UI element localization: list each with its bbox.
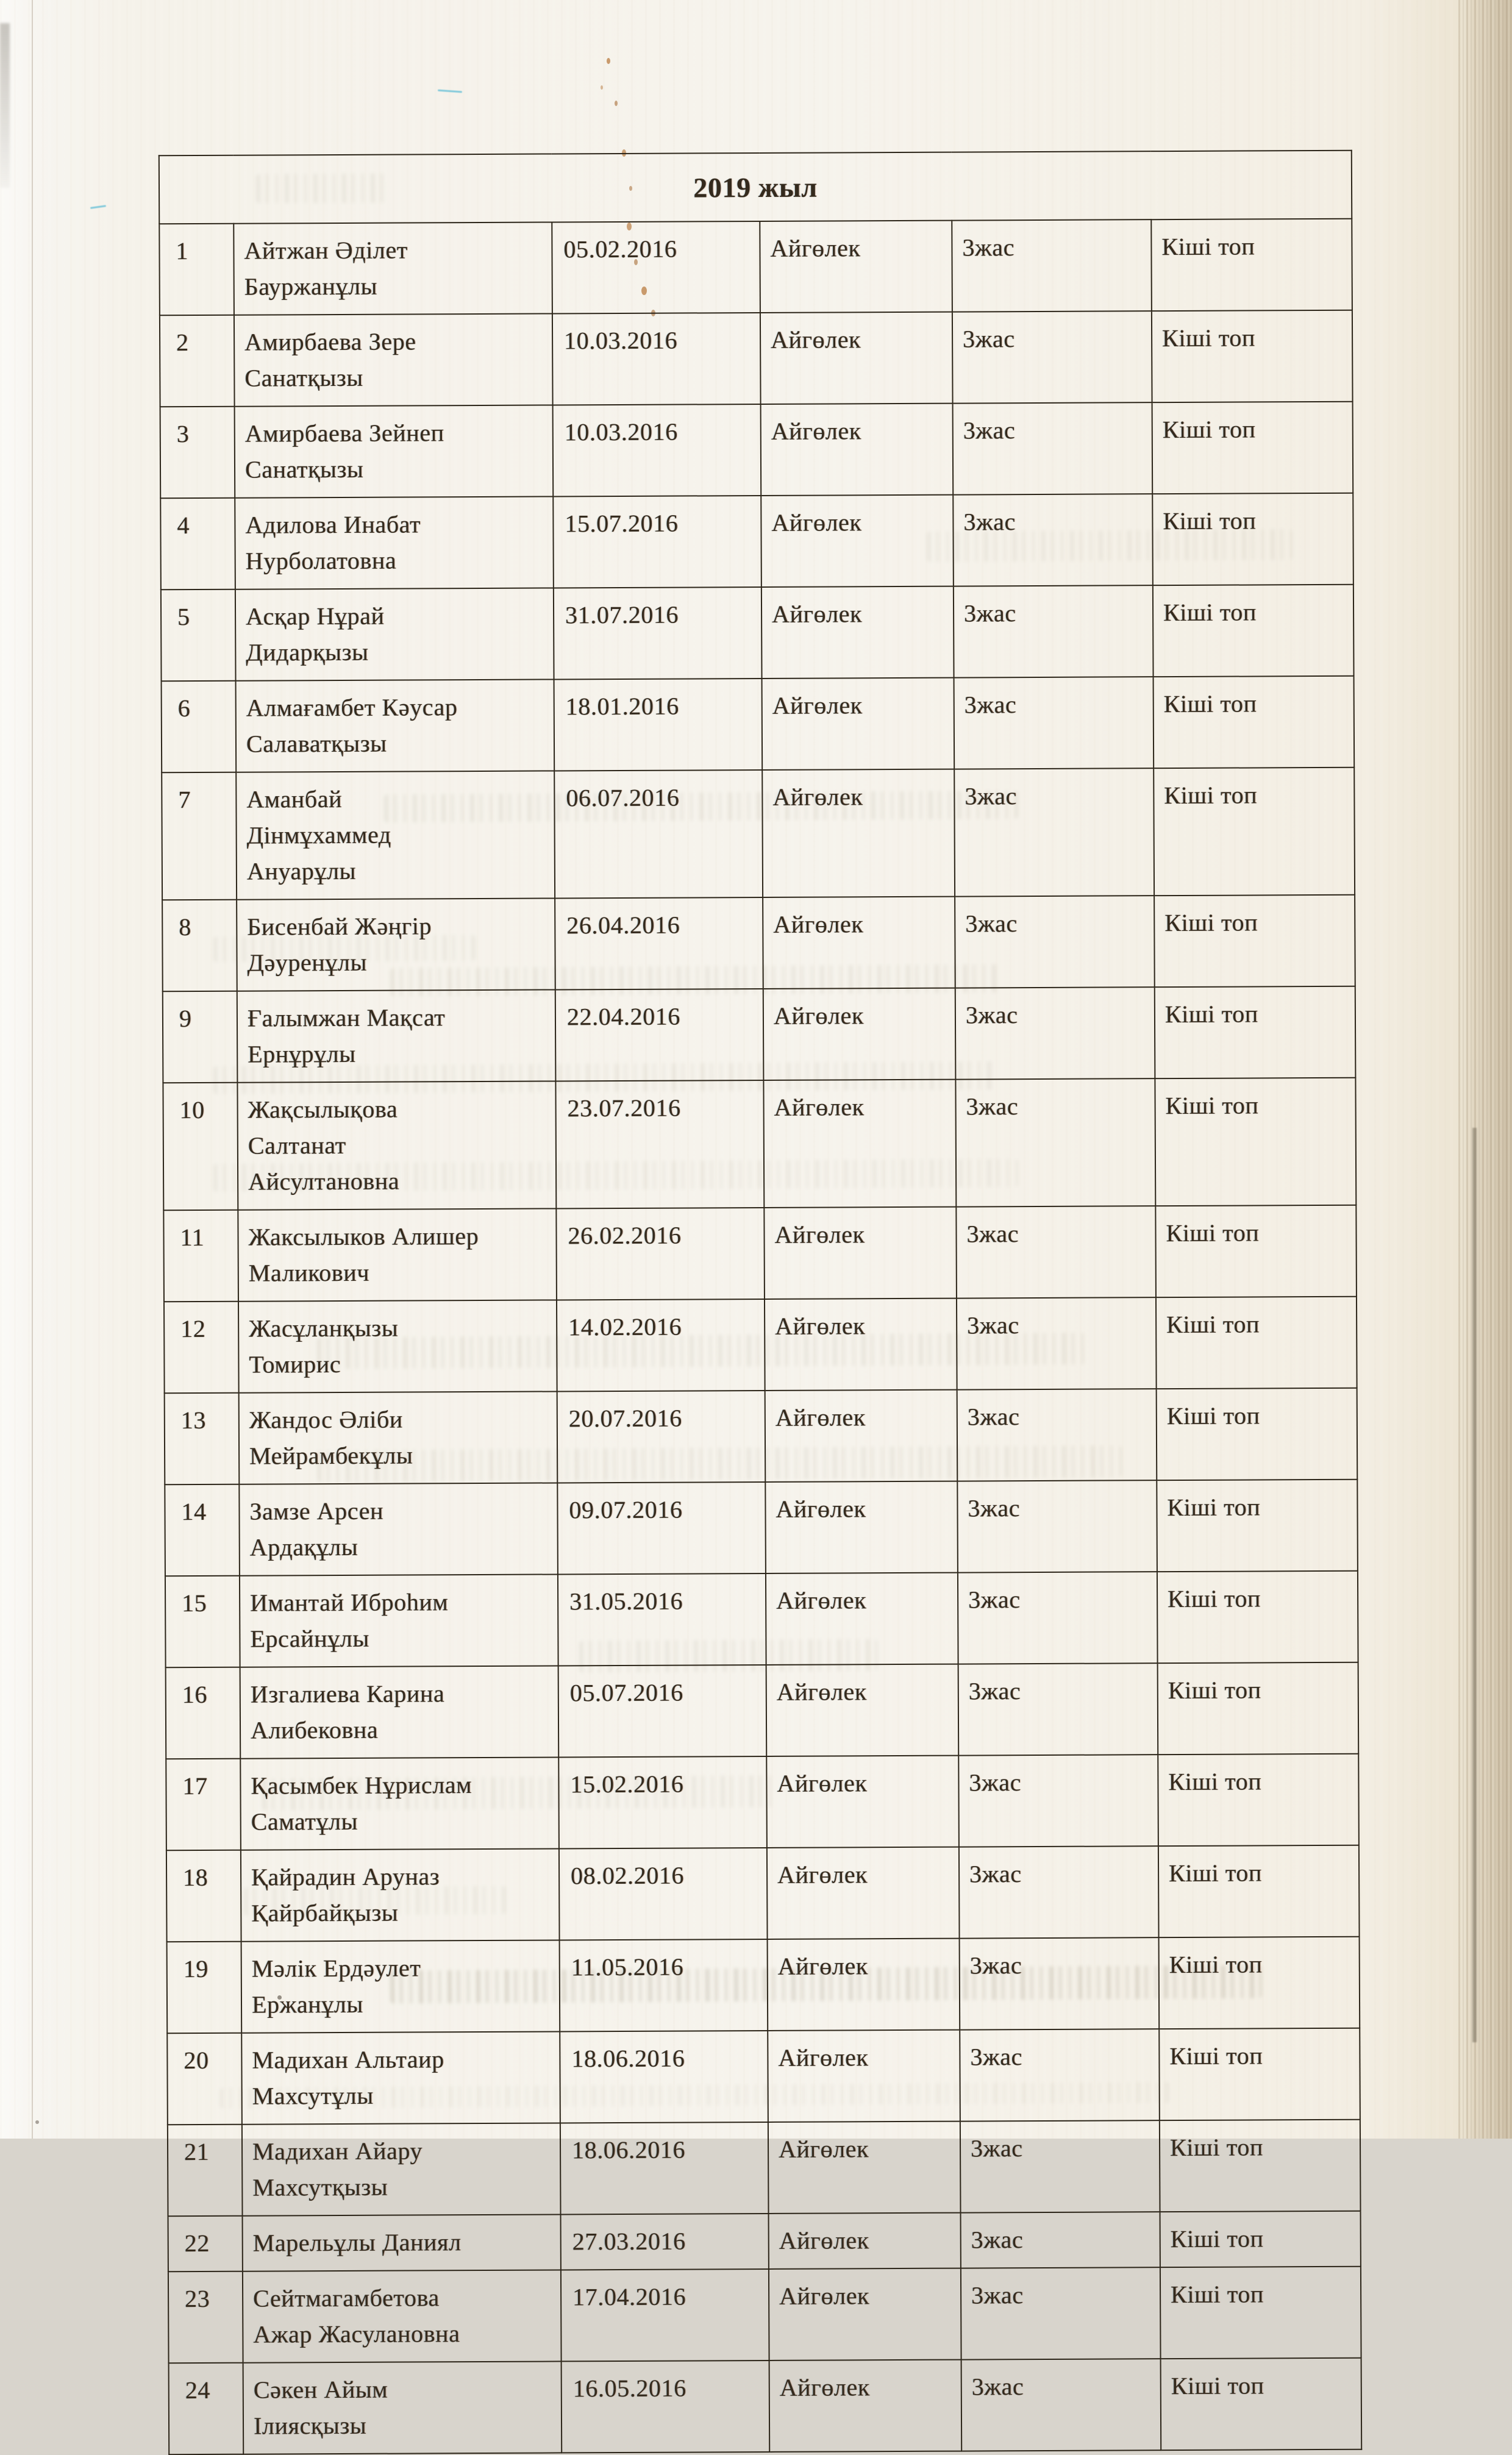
cell-birthdate: 10.03.2016 — [552, 313, 761, 405]
name-line: Ардақұлы — [249, 1533, 358, 1561]
cell-group: Айгөлек — [764, 1207, 957, 1299]
cell-age: 3жас — [954, 677, 1154, 769]
name-line: Марельұлы Даниял — [252, 2228, 462, 2257]
cell-age: 3жас — [960, 1937, 1160, 2029]
name-line: Махсутқызы — [252, 2173, 388, 2201]
cell-name — [238, 1208, 557, 1301]
name-line: Мадихан Айару — [252, 2137, 423, 2165]
cell-age: 3жас — [960, 2120, 1160, 2212]
table-row — [169, 2358, 1362, 2455]
cell-age: 3жас — [957, 1480, 1157, 1572]
cell-birthdate: 14.02.2016 — [557, 1299, 765, 1391]
name-line: Қайрадин Аруназ — [251, 1862, 440, 1891]
name-line: Айсултановна — [248, 1167, 400, 1195]
cell-group: Айгөлек — [760, 221, 952, 313]
cell-level: Кіші топ — [1157, 1480, 1358, 1572]
cell-group: Айгөлек — [760, 312, 953, 404]
cell-age: 3жас — [952, 311, 1152, 403]
name-line: Нурболатовна — [245, 546, 397, 575]
name-line: Алибековна — [250, 1716, 379, 1744]
cell-name — [235, 405, 554, 497]
cell-group: Айгөлек — [762, 769, 955, 897]
name-line: Ануарұлы — [246, 857, 357, 885]
name-line: Алмағамбет Кәусар — [246, 693, 458, 722]
table-row — [163, 1078, 1356, 1211]
name-line: Мейрамбекұлы — [249, 1441, 413, 1470]
cell-level: Кіші топ — [1156, 1297, 1357, 1389]
cell-level: Кіші топ — [1154, 895, 1355, 987]
table-row — [161, 585, 1354, 682]
table-row — [165, 1571, 1358, 1668]
table-row — [166, 1754, 1359, 1851]
cell-group: Айгөлек — [765, 1481, 958, 1573]
cell-num: 20 — [167, 2033, 242, 2125]
cell-group: Айгөлек — [763, 988, 956, 1080]
cell-num: 14 — [165, 1484, 240, 1577]
name-line: Маликович — [248, 1258, 370, 1287]
table-row — [167, 2028, 1360, 2125]
cell-birthdate: 26.02.2016 — [556, 1208, 765, 1300]
cell-name — [237, 898, 555, 991]
cell-birthdate: 18.06.2016 — [560, 2031, 768, 2123]
cell-age: 3жас — [961, 2267, 1161, 2359]
table-row — [160, 493, 1353, 590]
table-row — [167, 1937, 1360, 2034]
cell-birthdate: 31.05.2016 — [558, 1573, 766, 1666]
cell-group: Айгөлек — [766, 1664, 959, 1756]
name-line: Ғалымжан Мақсат — [247, 1003, 446, 1032]
cell-name — [234, 222, 552, 315]
name-line: Қасымбек Нұрислам — [251, 1771, 472, 1800]
name-line: Ернұрұлы — [248, 1039, 356, 1068]
cell-num: 15 — [165, 1576, 240, 1668]
cell-age: 3жас — [960, 2029, 1160, 2121]
cell-birthdate: 15.07.2016 — [553, 496, 761, 588]
cell-birthdate: 06.07.2016 — [554, 770, 763, 898]
cell-age: 3жас — [955, 1078, 1155, 1206]
cell-name — [237, 989, 556, 1082]
cell-name — [243, 2361, 562, 2454]
name-line: Жандос Әліби — [249, 1405, 403, 1434]
name-line: Санатқызы — [244, 363, 363, 392]
name-line: Ажар Жасулановна — [253, 2320, 460, 2348]
cell-level: Кіші топ — [1155, 1205, 1357, 1297]
cell-birthdate: 08.02.2016 — [559, 1848, 768, 1940]
name-line: Асқар Нұрай — [245, 602, 385, 630]
cell-age: 3жас — [955, 987, 1155, 1079]
cell-num: 11 — [163, 1210, 238, 1302]
name-line: Жақсылықова — [248, 1095, 398, 1124]
paper-speck — [35, 2120, 39, 2124]
table-row — [166, 1845, 1360, 1942]
name-line: Имантай Иброһим — [250, 1588, 449, 1617]
cell-name — [234, 313, 553, 406]
cell-name — [239, 1483, 558, 1575]
name-line: Дінмұхаммед — [246, 821, 391, 849]
cell-group: Айгөлек — [761, 586, 954, 679]
name-line: Айтжан Әділет — [244, 236, 408, 265]
table-row — [159, 219, 1352, 316]
cell-name — [243, 2270, 562, 2362]
table-row — [162, 768, 1355, 900]
cell-group: Айгөлек — [768, 2030, 960, 2122]
name-line: Сейтмагамбетова — [253, 2284, 440, 2312]
year-header-row — [159, 151, 1352, 224]
cell-num: 9 — [163, 991, 238, 1083]
cell-group: Айгөлек — [769, 2360, 962, 2452]
cell-name — [241, 2031, 560, 2124]
scanner-edge-streak — [1472, 1128, 1477, 2042]
name-line: Жаксылыков Алишер — [248, 1222, 479, 1251]
cell-birthdate: 18.01.2016 — [554, 679, 763, 771]
cell-age: 3жас — [961, 2359, 1161, 2451]
cell-age: 3жас — [961, 2212, 1160, 2268]
name-line: Сәкен Айым — [253, 2375, 388, 2404]
name-line: Томирис — [249, 1350, 341, 1378]
cell-birthdate: 10.03.2016 — [553, 404, 761, 496]
name-line: Замзе Арсен — [249, 1497, 384, 1525]
cell-num: 17 — [166, 1759, 241, 1851]
cell-birthdate: 11.05.2016 — [560, 1939, 768, 2031]
name-line: Амирбаева Зере — [244, 327, 416, 356]
cell-name — [236, 771, 555, 899]
cell-group: Айгөлек — [766, 1756, 959, 1848]
cell-num: 4 — [160, 498, 235, 590]
table-row — [166, 1662, 1359, 1759]
name-line: Жасұланқызы — [249, 1314, 399, 1342]
name-line: Амирбаева Зейнеп — [244, 419, 444, 447]
name-line: Бисенбай Жәңгір — [247, 912, 432, 941]
cell-age: 3жас — [954, 768, 1154, 896]
cell-age: 3жас — [953, 494, 1153, 586]
cell-num: 3 — [160, 407, 235, 499]
cell-level: Кіші топ — [1154, 676, 1355, 768]
cell-name — [241, 1848, 560, 1941]
table-row — [162, 676, 1355, 773]
cell-group: Айгөлек — [765, 1299, 957, 1391]
name-line: Ілиясқызы — [253, 2411, 367, 2440]
cell-birthdate: 26.04.2016 — [555, 897, 763, 989]
scan-cyan-mark — [438, 90, 462, 93]
cell-name — [241, 1940, 560, 2033]
cell-group: Айгөлек — [763, 897, 955, 989]
cell-level: Кіші топ — [1152, 493, 1353, 585]
name-line: Қайрбайқызы — [251, 1898, 399, 1927]
cell-group: Айгөлек — [761, 495, 954, 587]
cell-num: 22 — [168, 2216, 243, 2272]
cell-num: 12 — [164, 1302, 239, 1394]
table-row — [168, 2267, 1361, 2364]
cell-group: Айгөлек — [768, 1939, 960, 2031]
table-row — [163, 1205, 1357, 1302]
cell-name — [235, 588, 554, 680]
cell-group: Айгөлек — [767, 1847, 960, 1939]
table-row — [168, 2120, 1361, 2217]
name-line: Аманбай — [246, 785, 343, 813]
table-row — [162, 895, 1355, 992]
cell-name — [240, 1757, 559, 1850]
cell-num: 7 — [162, 772, 237, 900]
cell-num: 10 — [163, 1083, 238, 1211]
cell-level: Кіші топ — [1157, 1388, 1358, 1480]
name-line: Изгалиева Карина — [250, 1680, 445, 1708]
cell-num: 6 — [162, 681, 237, 773]
cell-level: Кіші топ — [1157, 1571, 1358, 1663]
cell-birthdate: 15.02.2016 — [558, 1756, 767, 1848]
cell-birthdate: 31.07.2016 — [554, 587, 762, 679]
table-row — [160, 310, 1353, 407]
cell-num: 13 — [165, 1393, 240, 1485]
table-row — [160, 402, 1353, 499]
cell-level: Кіші топ — [1155, 1078, 1356, 1206]
cell-birthdate: 27.03.2016 — [561, 2214, 769, 2270]
table-row — [165, 1388, 1358, 1485]
cell-level: Кіші топ — [1153, 585, 1354, 677]
paper-speck — [615, 101, 618, 106]
cell-num: 16 — [166, 1667, 241, 1759]
cell-age: 3жас — [953, 402, 1153, 494]
paper-speck — [607, 58, 610, 64]
cell-birthdate: 18.06.2016 — [560, 2122, 769, 2214]
paper-speck — [601, 85, 603, 90]
cell-name — [242, 2123, 561, 2215]
cell-age: 3жас — [958, 1572, 1158, 1664]
cell-level: Кіші топ — [1152, 402, 1353, 494]
cell-birthdate: 17.04.2016 — [561, 2269, 769, 2361]
scanner-edge-band — [1458, 0, 1512, 2139]
table-row — [168, 2211, 1361, 2272]
cell-birthdate: 05.07.2016 — [558, 1665, 767, 1757]
roster-table — [159, 150, 1362, 2455]
roster-table-body — [159, 151, 1361, 2454]
cell-level: Кіші топ — [1159, 1937, 1360, 2029]
cell-age: 3жас — [957, 1297, 1157, 1389]
cell-name — [239, 1391, 558, 1484]
table-row — [165, 1480, 1358, 1577]
cell-level: Кіші топ — [1159, 2028, 1360, 2120]
cell-level: Кіші топ — [1151, 219, 1352, 311]
name-line: Адилова Инабат — [245, 510, 421, 539]
cell-group: Айгөлек — [765, 1390, 958, 1482]
name-line: Ерсайнұлы — [250, 1624, 369, 1653]
name-line: Санатқызы — [244, 455, 364, 483]
cell-name — [243, 2214, 561, 2271]
cell-age: 3жас — [957, 1389, 1157, 1481]
cell-birthdate: 20.07.2016 — [557, 1391, 766, 1483]
cell-name — [238, 1300, 557, 1392]
cell-level: Кіші топ — [1154, 768, 1355, 896]
cell-birthdate: 23.07.2016 — [555, 1080, 764, 1208]
name-line: Саматұлы — [251, 1807, 358, 1836]
paper-edge-line — [32, 0, 33, 2139]
cell-group: Айгөлек — [769, 2213, 961, 2269]
cell-age: 3жас — [959, 1846, 1159, 1938]
cell-group: Айгөлек — [766, 1573, 958, 1665]
cell-name — [240, 1666, 559, 1758]
name-line: Салаватқызы — [246, 729, 387, 758]
name-line: Салтанат — [248, 1131, 346, 1160]
cell-age: 3жас — [954, 585, 1154, 677]
table-row — [163, 986, 1356, 1083]
cell-level: Кіші топ — [1160, 2120, 1361, 2212]
cell-level: Кіші топ — [1152, 310, 1353, 402]
cell-age: 3жас — [952, 219, 1152, 312]
name-line: Мәлік Ердәулет — [251, 1954, 421, 1983]
cell-num: 2 — [160, 315, 235, 407]
cell-level: Кіші топ — [1158, 1662, 1359, 1755]
name-line: Махсутұлы — [252, 2081, 374, 2110]
year-header: 2019 жыл — [159, 151, 1352, 224]
cell-name — [236, 679, 555, 772]
cell-level: Кіші топ — [1160, 2267, 1361, 2359]
cell-name — [235, 496, 554, 589]
cell-group: Айгөлек — [761, 404, 954, 496]
cell-level: Кіші топ — [1155, 986, 1356, 1078]
cell-num: 1 — [159, 224, 234, 316]
cell-level: Кіші топ — [1158, 1754, 1359, 1846]
name-line: Мадихан Альтаир — [252, 2045, 444, 2074]
scan-cyan-mark — [90, 205, 106, 209]
cell-age: 3жас — [956, 1206, 1156, 1298]
cell-age: 3жас — [958, 1663, 1158, 1755]
scan-smudge — [0, 23, 10, 188]
cell-birthdate: 05.02.2016 — [552, 221, 760, 313]
name-line: Бауржанұлы — [244, 272, 378, 301]
cell-num: 23 — [168, 2271, 243, 2364]
cell-birthdate: 16.05.2016 — [562, 2361, 770, 2453]
cell-level: Кіші топ — [1161, 2358, 1362, 2450]
name-line: Дәуренұлы — [247, 948, 368, 977]
cell-name — [240, 1574, 558, 1667]
cell-num: 8 — [162, 900, 237, 992]
cell-num: 19 — [167, 1942, 242, 2034]
cell-group: Айгөлек — [769, 2268, 961, 2361]
cell-group: Айгөлек — [763, 1080, 956, 1208]
cell-group: Айгөлек — [768, 2122, 961, 2214]
cell-age: 3жас — [955, 896, 1155, 988]
name-line: Дидарқызы — [246, 638, 369, 666]
name-line: Ержанұлы — [251, 1990, 363, 2019]
cell-level: Кіші топ — [1160, 2211, 1361, 2267]
cell-age: 3жас — [958, 1755, 1158, 1847]
cell-name — [237, 1081, 556, 1210]
cell-num: 21 — [168, 2125, 243, 2217]
cell-num: 5 — [161, 590, 236, 682]
cell-num: 24 — [169, 2363, 244, 2455]
cell-level: Кіші топ — [1158, 1845, 1360, 1937]
cell-num: 18 — [166, 1850, 241, 1942]
cell-group: Айгөлек — [762, 678, 955, 770]
table-row — [164, 1297, 1357, 1394]
cell-birthdate: 09.07.2016 — [557, 1482, 766, 1574]
cell-birthdate: 22.04.2016 — [555, 989, 764, 1081]
